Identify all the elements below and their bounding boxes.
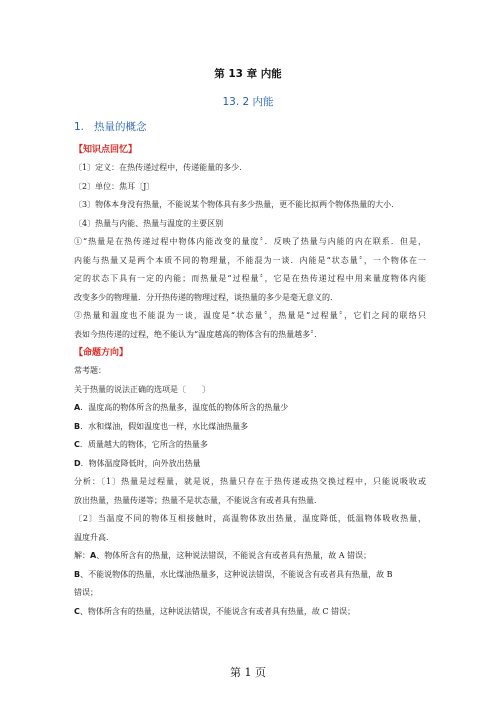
knowledge-line: 改变多少的物理量．分开热传递的物理过程，谈热量的多少是毫无意义的．: [74, 292, 338, 302]
solution-line-b: [74, 566, 426, 585]
solution-line-c: [74, 603, 426, 622]
option-letter: B: [74, 421, 81, 431]
knowledge-line: 内能与热量又是两个本质不同的物理量，不能混为一谈．内能是“状态量〞，一个物体在一: [74, 255, 426, 265]
solution-letter: A: [90, 551, 97, 560]
option-c: [74, 436, 426, 455]
knowledge-line: 〔1〕定义：在热传递过程中，传递能量的多少.: [74, 163, 242, 172]
analysis-line: 〔2〕当温度不同的物体互相接触时，高温物体放出热量，温度降低，低温物体吸收热量，: [74, 514, 426, 523]
solution-text: 、物体所含有的热量，这种说法错误，不能说含有或者具有热量，故 C 错误；: [79, 606, 356, 616]
heading-text: 热量的概念: [94, 121, 147, 133]
document-body: [74, 141, 426, 621]
solution-text: 、不能说物体的热量，水比煤油热量多，这种说法错误，不能说含有或者具有热量，故 B: [80, 569, 393, 579]
direction-tag: 【命题方向】: [74, 348, 129, 358]
analysis-line: 温度升高．: [74, 532, 114, 542]
solution-letter: B: [74, 569, 81, 579]
option-text: ．物体温度降低时，向外放出热量: [80, 458, 201, 468]
heading: [74, 119, 147, 134]
page-footer: 第 1 页: [230, 666, 266, 679]
solution-prefix: 解：: [74, 551, 90, 560]
solution-text: 、物体所含有的热量，这种说法错误，不能说含有或者具有热量，故 A 错误；: [96, 551, 372, 560]
option-d: [74, 455, 426, 474]
chapter-title: 第 13 章 内能: [214, 68, 282, 80]
analysis-line: 放出热量，热量传递等；热量不是状态量，不能说含有或者具有热量．: [74, 495, 322, 505]
knowledge-line: 〔3〕物体本身没有热量，不能说某个物体具有多少热量，更不能比拟两个物体热量的大小．: [74, 200, 400, 209]
option-letter: A: [74, 403, 81, 412]
knowledge-line: 表如今热传递的过程，绝不能认为“温度越高的物体含有的热量越多〞．: [74, 329, 323, 339]
knowledge-line: ①“热量是在热传递过程中物体内能改变的量度〞．反映了热量与内能的内在联系．但是，: [74, 237, 426, 246]
exam-line: 常考题：: [74, 366, 106, 375]
knowledge-line: 〔2〕单位：焦耳〔J〕: [74, 181, 155, 191]
option-letter: C: [74, 440, 80, 449]
solution-line-a: [74, 547, 426, 566]
option-text: ．质量越大的物体，它所含的热量多: [79, 440, 208, 449]
analysis-line: 分析：〔1〕热量是过程量，就是说，热量只存在于热传递或热交换过程中，只能说吸收或: [74, 477, 426, 486]
knowledge-line: 〔4〕热量与内能、热量与温度的主要区别: [74, 218, 224, 228]
knowledge-line: 定的状态下具有一定的内能；而热量是“过程量〞，它是在热传递过程中用来量度物体内能: [74, 274, 426, 283]
option-text: ．水和煤油，假如温度也一样，水比煤油热量多: [80, 421, 249, 431]
knowledge-line: ②热量和温度也不能混为一谈，温度是“状态量〞，热量是“过程量〞，它们之间的联络只: [74, 311, 426, 320]
section-title: 13. 2 内能: [222, 96, 274, 108]
solution-line-cont: 错误；: [74, 588, 98, 597]
option-text: ．温度高的物体所含的热量多，温度低的物体所含的热量少: [80, 403, 289, 412]
exam-line: 关于热量的说法正确的选项是〔 〕: [74, 384, 210, 394]
option-a: [74, 399, 426, 418]
heading-number: 1.: [74, 121, 85, 133]
solution-letter: C: [74, 606, 80, 616]
option-letter: D: [74, 458, 81, 468]
knowledge-tag: 【知识点回忆】: [74, 145, 138, 155]
option-b: [74, 418, 426, 437]
